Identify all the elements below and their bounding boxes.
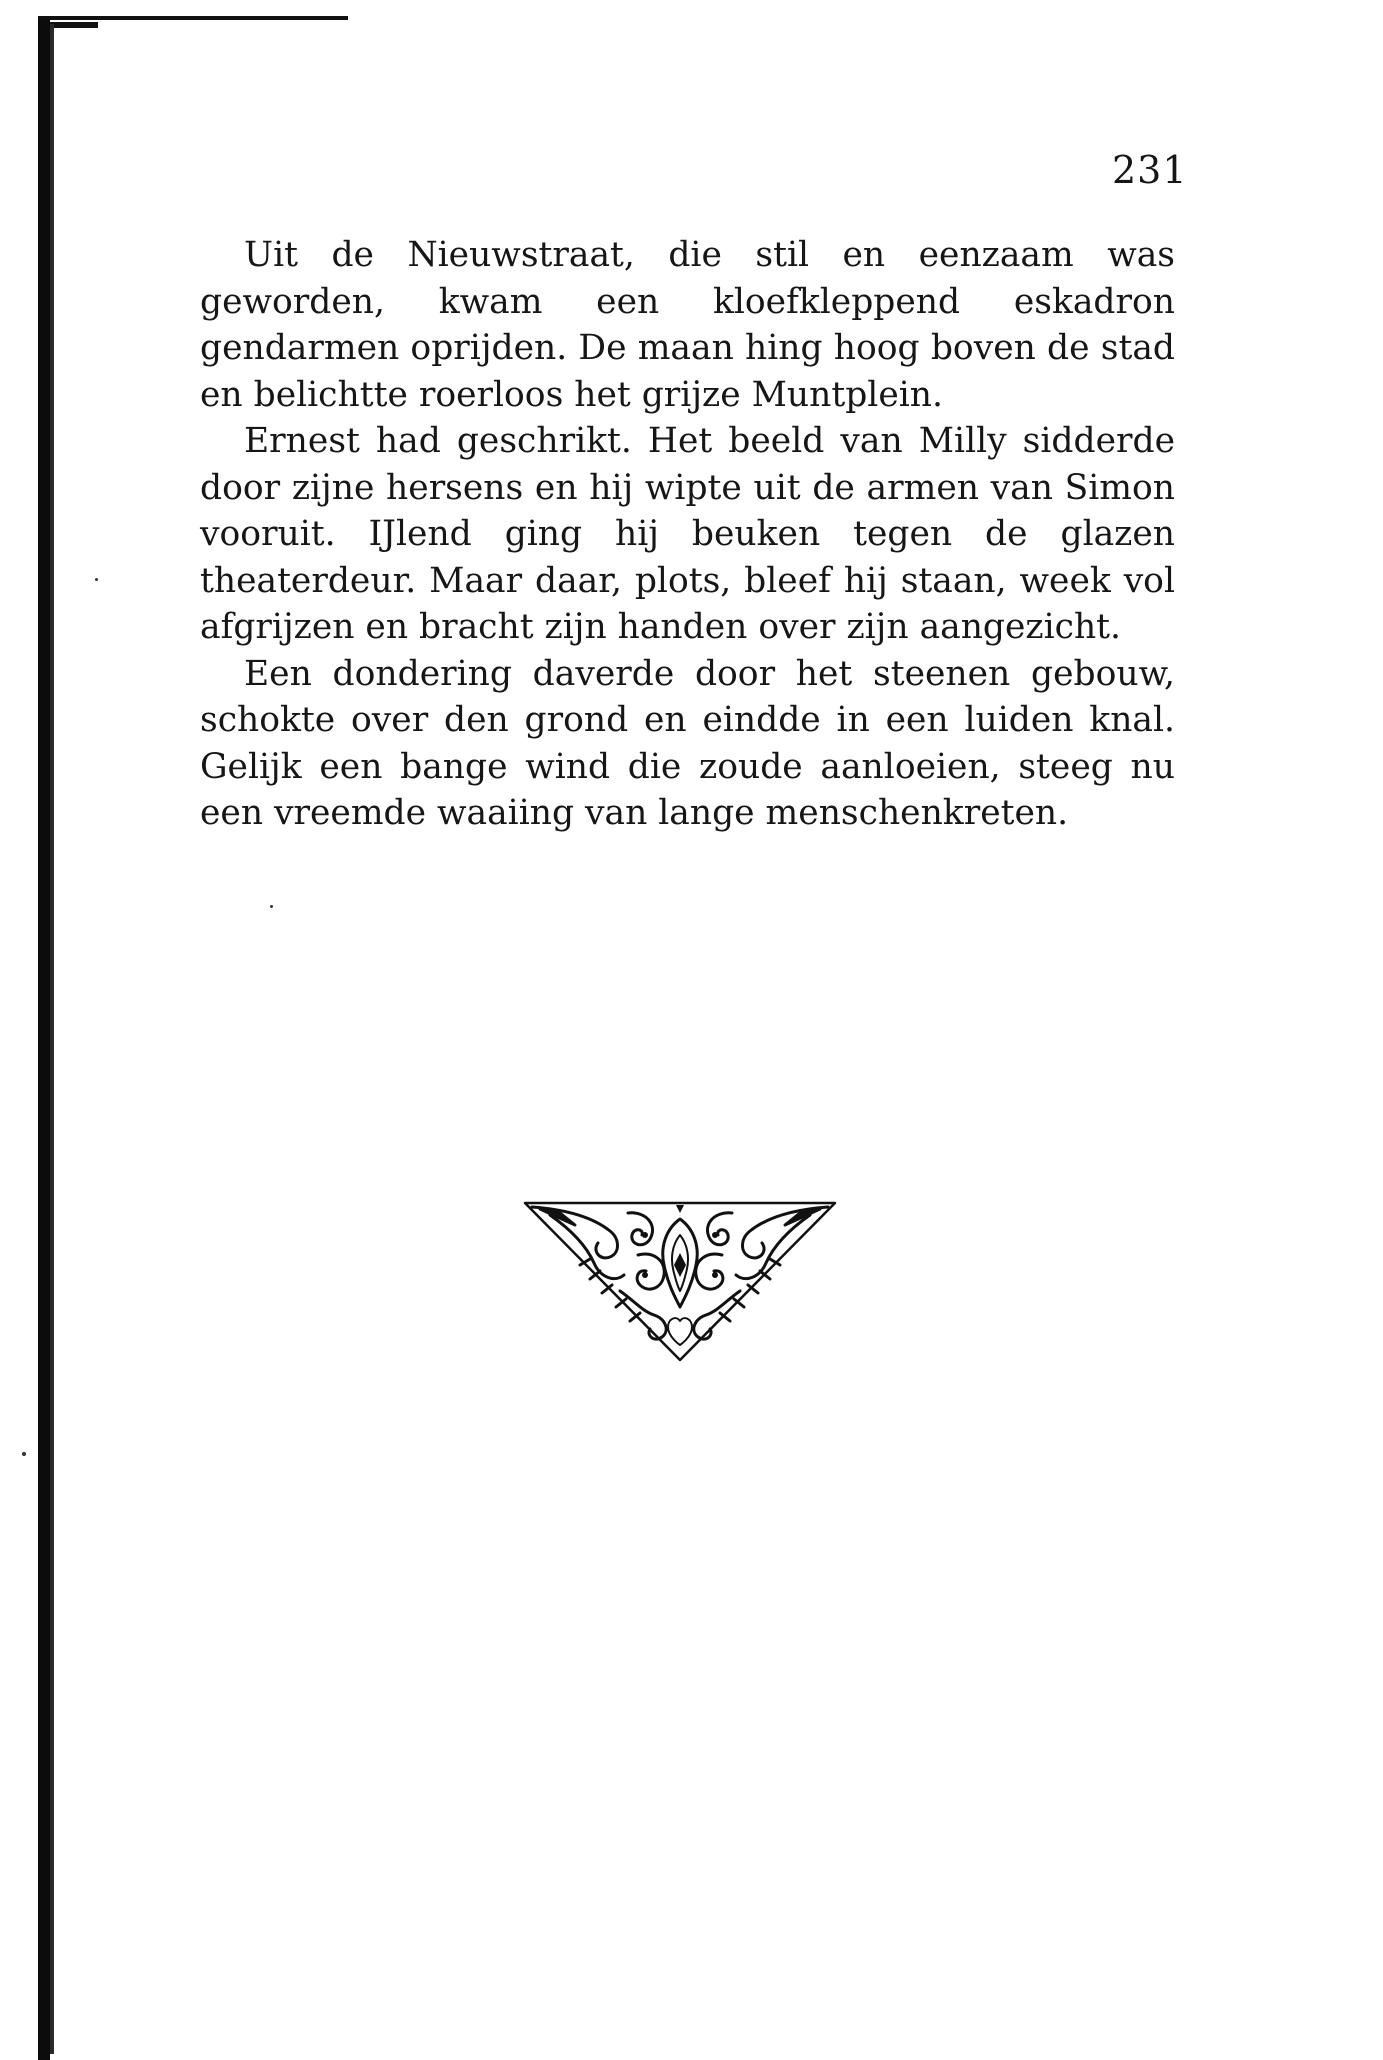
fleuron-ornament-icon	[520, 1195, 840, 1365]
paragraph-3: Een dondering daverde door het steenen gebouw, schokte over den grond en eindde in een luiden knal. Gelijk een bange wind die zoude aanloeien, steeg nu een vreemde waaiing van lange menschenkreten.	[200, 653, 1175, 833]
paragraph-2: Ernest had geschrikt. Het beeld van Milly sidderde door zijne hersens en hij wipte uit de armen van Simon vooruit. IJlend ging hij beuken tegen de glazen theaterdeur. Maar daar, plots, bleef hij staan, week vol afgrijzen en bracht zijn handen over zijn aangezicht.	[200, 421, 1175, 647]
scan-speck	[22, 1452, 26, 1456]
scan-top-edge	[38, 16, 348, 20]
scan-speck	[270, 905, 273, 908]
page-number: 231	[1112, 148, 1188, 192]
paragraph-1: Uit de Nieuwstraat, die stil en eenzaam was geworden, kwam een kloefkleppend eskadron gendarmen oprijden. De maan hing hoog boven de stad en belichtte roerloos het grijze Muntplein.	[200, 235, 1175, 415]
scan-binding-shadow	[50, 24, 54, 2054]
body-text	[200, 232, 1175, 837]
scan-speck	[95, 578, 98, 581]
scan-binding-edge	[38, 20, 50, 2060]
